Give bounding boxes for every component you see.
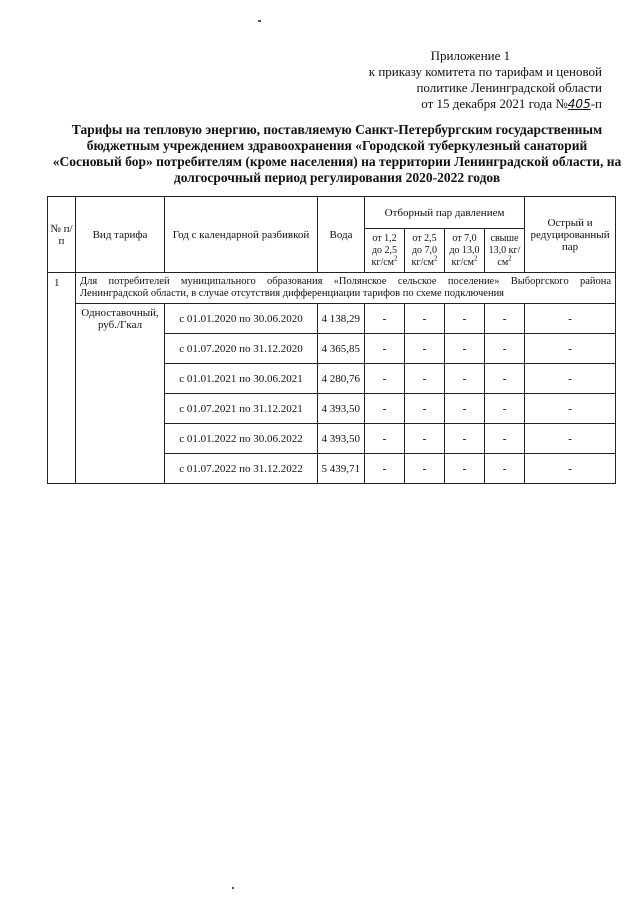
empty-value-cell: -	[405, 454, 445, 484]
header-num: № п/п	[48, 197, 76, 273]
header-steam-1: от 1,2 до 2,5 $кг/см^2$	[365, 229, 405, 273]
empty-value-cell: -	[485, 424, 525, 454]
empty-value-cell: -	[485, 304, 525, 334]
order-suffix: -п	[590, 96, 602, 111]
scan-speck	[232, 887, 234, 889]
empty-value-cell: -	[445, 364, 485, 394]
empty-value-cell: -	[445, 394, 485, 424]
empty-value-cell: -	[525, 394, 616, 424]
document-title	[48, 122, 626, 186]
table-row	[48, 304, 616, 334]
empty-value-cell: -	[365, 304, 405, 334]
tariff-type: Одноставочный, руб./Гкал	[76, 304, 165, 484]
title-line-2: бюджетным учреждением здравоохранения «Городской туберкулезный санаторий	[86, 138, 588, 153]
appendix-committee-line: политике Ленинградской области	[416, 80, 602, 95]
empty-value-cell: -	[485, 454, 525, 484]
empty-value-cell: -	[525, 364, 616, 394]
empty-value-cell: -	[485, 334, 525, 364]
water-price-cell: 5 439,71	[318, 454, 365, 484]
empty-value-cell: -	[445, 424, 485, 454]
period-cell: с 01.01.2021 по 30.06.2021	[165, 364, 318, 394]
appendix-order-line: к приказу комитета по тарифам и ценовой	[368, 64, 602, 79]
appendix-block	[369, 48, 602, 112]
empty-value-cell: -	[365, 364, 405, 394]
title-line-4: долгосрочный период регулирования 2020-2022 годов	[173, 170, 501, 185]
appendix-title: Приложение 1	[430, 48, 511, 63]
appendix-date: от 15 декабря 2021 года №	[421, 96, 568, 111]
header-sharp-steam: Острый и редуцированный пар	[525, 197, 616, 273]
header-period: Год с календарной разбивкой	[165, 197, 318, 273]
empty-value-cell: -	[405, 364, 445, 394]
title-line-3: «Сосновый бор» потребителям (кроме населения) на территории Ленинградской области, на	[52, 154, 622, 169]
empty-value-cell: -	[525, 454, 616, 484]
empty-value-cell: -	[365, 394, 405, 424]
water-price-cell: 4 280,76	[318, 364, 365, 394]
period-cell: с 01.07.2022 по 31.12.2022	[165, 454, 318, 484]
tariff-table	[47, 196, 616, 484]
empty-value-cell: -	[485, 364, 525, 394]
header-steam-group: Отборный пар давлением	[365, 197, 525, 229]
water-price-cell: 4 393,50	[318, 424, 365, 454]
scan-speck	[258, 20, 261, 22]
empty-value-cell: -	[405, 334, 445, 364]
period-cell: с 01.01.2020 по 30.06.2020	[165, 304, 318, 334]
title-line-1: Тарифы на тепловую энергию, поставляемую Санкт-Петербургским государственным	[71, 122, 603, 137]
period-cell: с 01.01.2022 по 30.06.2022	[165, 424, 318, 454]
header-steam-3: от 7,0 до 13,0 $кг/см^2$	[445, 229, 485, 273]
water-price-cell: 4 393,50	[318, 394, 365, 424]
empty-value-cell: -	[525, 334, 616, 364]
empty-value-cell: -	[365, 334, 405, 364]
consumer-description: Для потребителей муниципального образования «Полянское сельское поселение» Выборгского района Ленинградской области, в случае отсутствия дифференциации тарифов по схеме подключения	[76, 273, 616, 304]
row-number: 1	[48, 273, 76, 484]
period-cell: с 01.07.2021 по 31.12.2021	[165, 394, 318, 424]
header-water: Вода	[318, 197, 365, 273]
water-price-cell: 4 365,85	[318, 334, 365, 364]
empty-value-cell: -	[365, 454, 405, 484]
empty-value-cell: -	[445, 304, 485, 334]
appendix-date-line	[369, 96, 602, 112]
empty-value-cell: -	[485, 394, 525, 424]
empty-value-cell: -	[445, 334, 485, 364]
period-cell: с 01.07.2020 по 31.12.2020	[165, 334, 318, 364]
empty-value-cell: -	[405, 424, 445, 454]
water-price-cell: 4 138,29	[318, 304, 365, 334]
empty-value-cell: -	[445, 454, 485, 484]
header-tariff-type: Вид тарифа	[76, 197, 165, 273]
empty-value-cell: -	[405, 304, 445, 334]
empty-value-cell: -	[405, 394, 445, 424]
header-steam-4: свыше 13,0 $кг/см^2$	[485, 229, 525, 273]
empty-value-cell: -	[525, 424, 616, 454]
empty-value-cell: -	[365, 424, 405, 454]
header-steam-2: от 2,5 до 7,0 $кг/см^2$	[405, 229, 445, 273]
empty-value-cell: -	[525, 304, 616, 334]
order-number: 405	[567, 97, 591, 111]
